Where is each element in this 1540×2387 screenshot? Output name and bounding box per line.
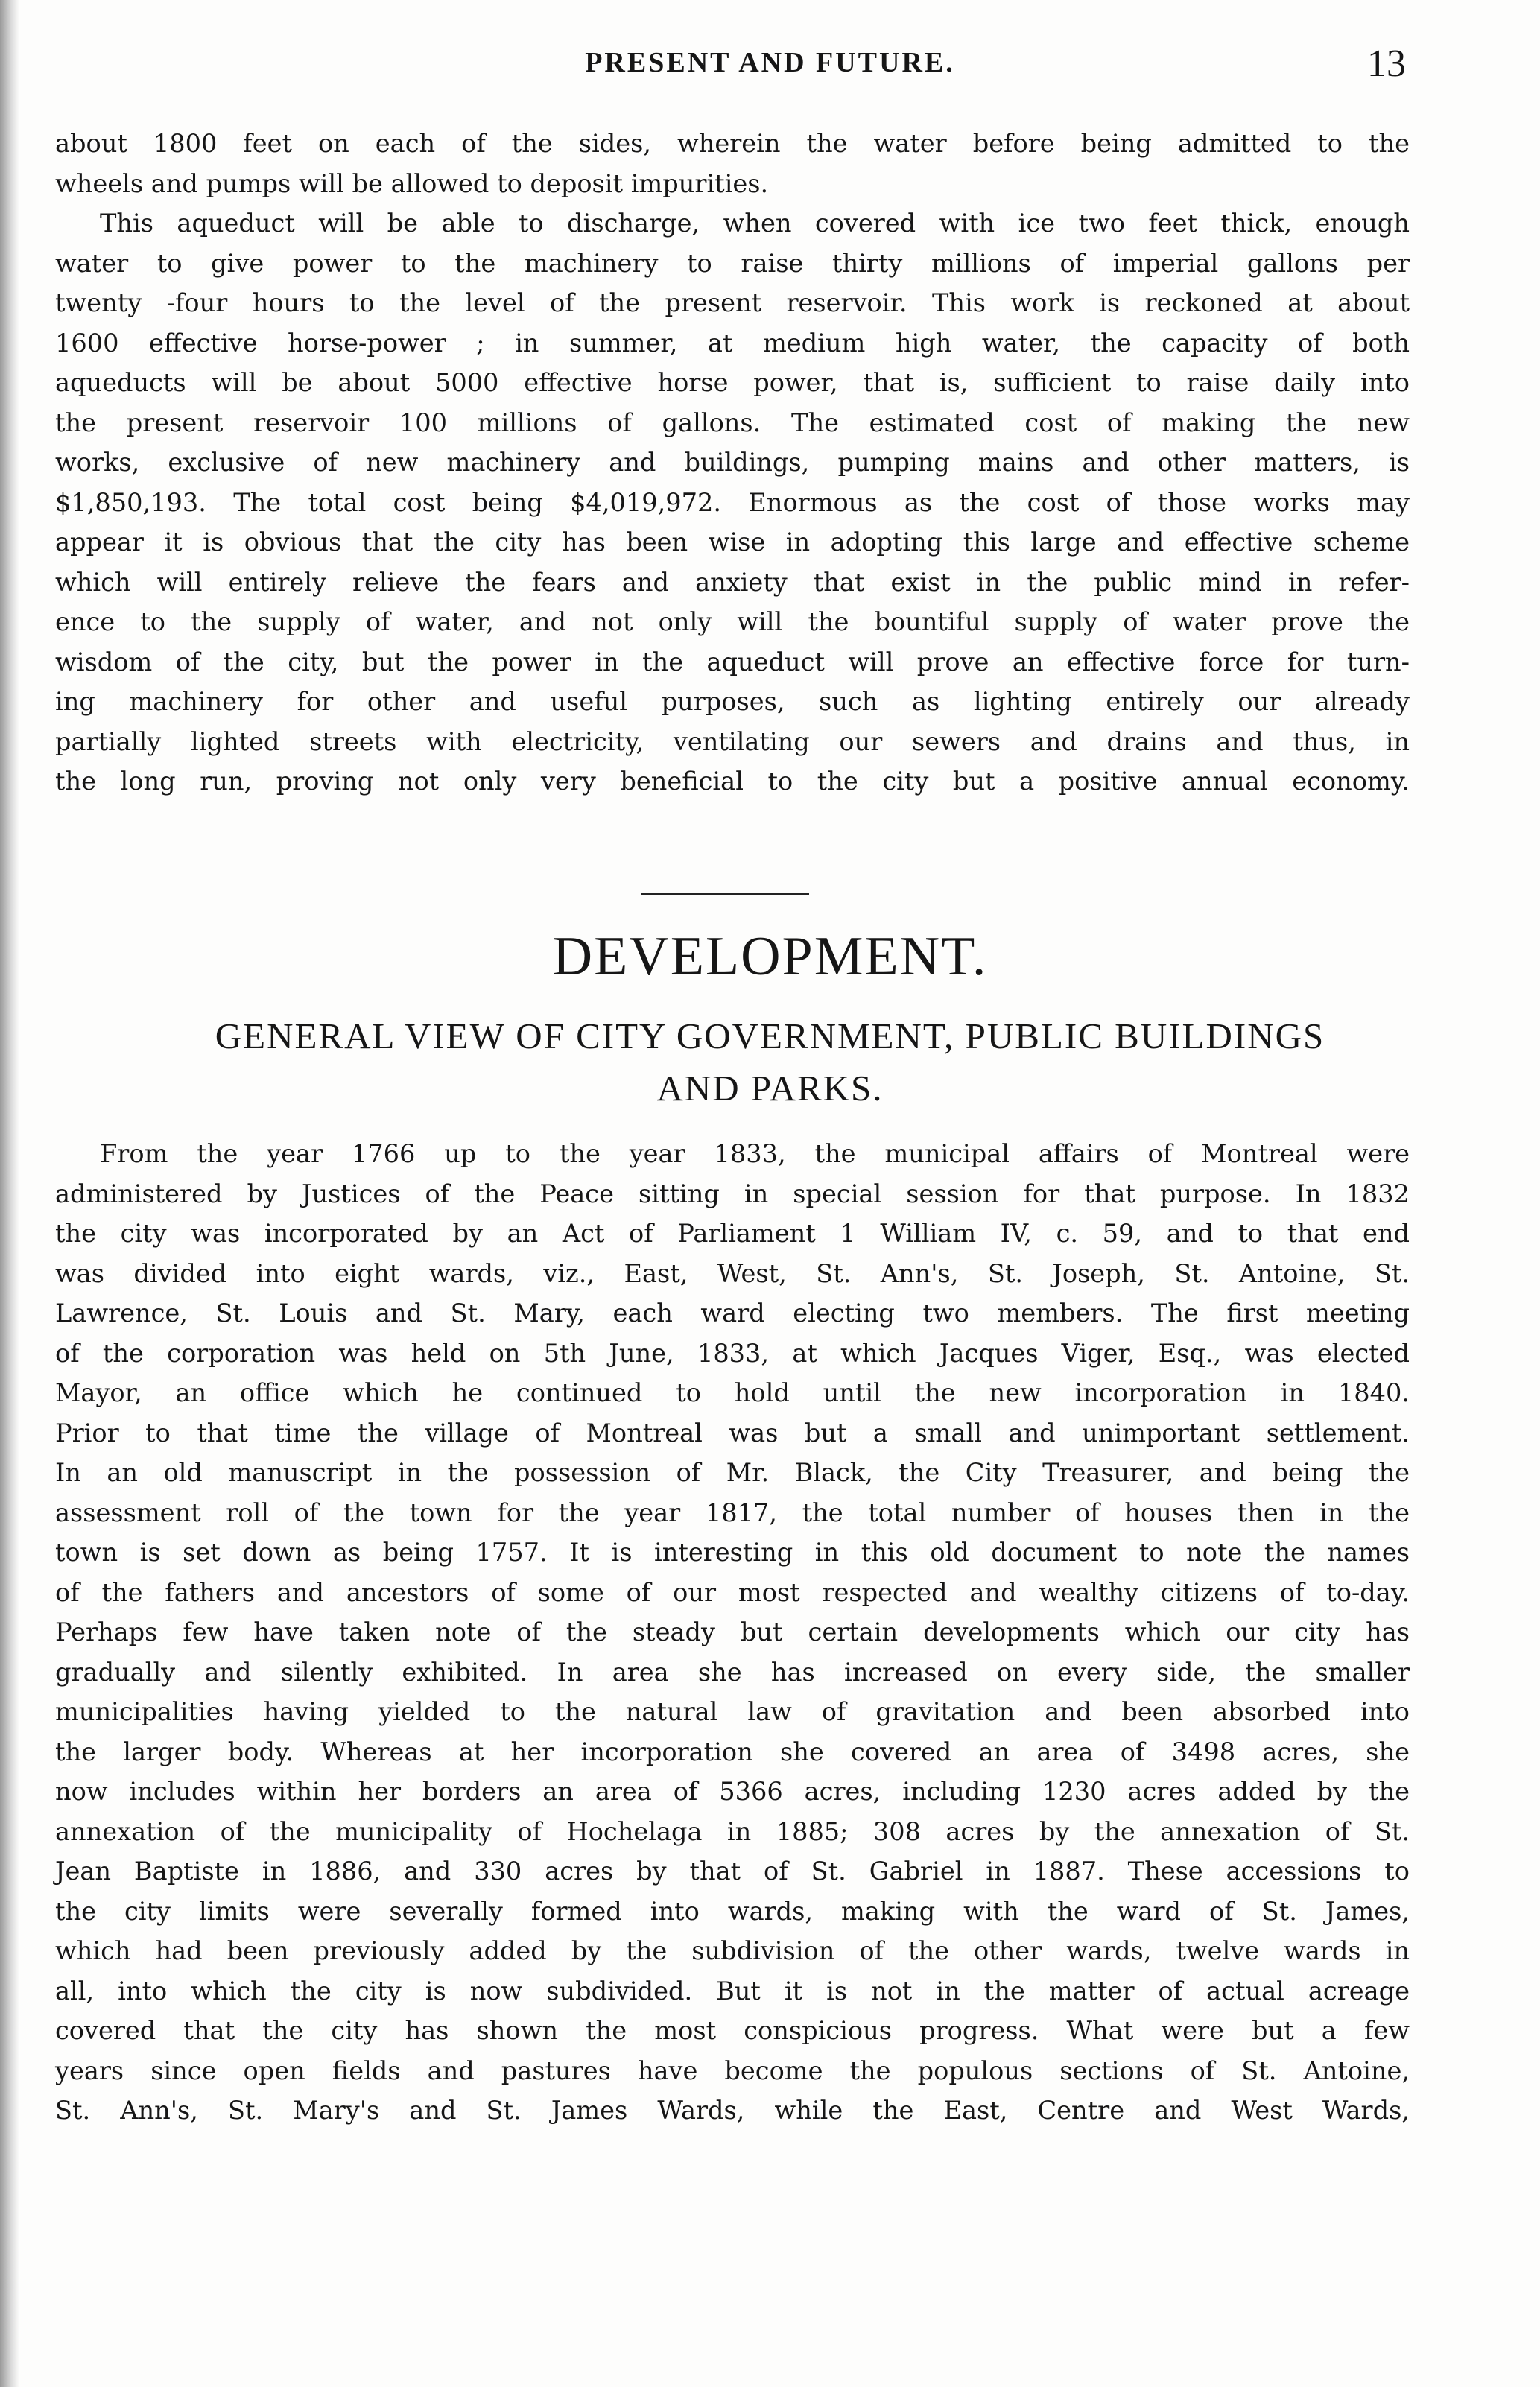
text-line: wheels and pumps will be allowed to deposit impurities. (55, 168, 769, 198)
text-line: twenty -four hours to the level of the present reservoir. This work is reckoned at about (55, 288, 1410, 317)
section-divider (641, 893, 809, 895)
text-line: which will entirely relieve the fears and anxiety that exist in the public mind in refer- (55, 567, 1410, 597)
text-line: the long run, proving not only very beneficial to the city but a positive annual economy. (55, 767, 1410, 796)
text-line: Prior to that time the village of Montreal was but a small and unimportant settlement. (55, 1418, 1410, 1448)
text-line: $1,850,193. The total cost being $4,019,972. Enormous as the cost of those works may (55, 487, 1410, 517)
text-line: St. Ann's, St. Mary's and St. James Wards, while the East, Centre and West Wards, (55, 2096, 1410, 2125)
text-line: the city was incorporated by an Act of Parliament 1 William IV, c. 59, and to that end (55, 1219, 1410, 1248)
text-line: ing machinery for other and useful purposes, such as lighting entirely our already (55, 687, 1410, 716)
text-line: about 1800 feet on each of the sides, wherein the water before being admitted to the (55, 129, 1410, 158)
section-subtitle (0, 1010, 1540, 1115)
text-line: 1600 effective horse-power ; in summer, at medium high water, the capacity of both (55, 328, 1410, 358)
text-line: all, into which the city is now subdivided. But it is not in the matter of actual acreage (55, 1976, 1410, 2006)
text-line: partially lighted streets with electricity, ventilating our sewers and drains and thus, in (55, 726, 1410, 756)
subtitle-line: GENERAL VIEW OF CITY GOVERNMENT, PUBLIC BUILDINGS (215, 1015, 1325, 1056)
text-line: Lawrence, St. Louis and St. Mary, each ward electing two members. The first meeting (55, 1299, 1410, 1328)
text-line: the present reservoir 100 millions of gallons. The estimated cost of making the new (55, 408, 1410, 437)
text-line: which had been previously added by the subdivision of the other wards, twelve wards in (55, 1936, 1410, 1965)
text-line: was divided into eight wards, viz., East, West, St. Ann's, St. Joseph, St. Antoine, St. (55, 1258, 1410, 1288)
text-line: wisdom of the city, but the power in the aqueduct will prove an effective force for turn- (55, 647, 1410, 676)
text-line: covered that the city has shown the most conspicious progress. What were but a few (55, 2016, 1410, 2045)
top-paragraphs (55, 124, 1410, 802)
text-line: This aqueduct will be able to discharge, when covered with ice two feet thick, enough (100, 209, 1410, 238)
text-line: aqueducts will be about 5000 effective horse power, that is, sufficient to raise daily into (55, 368, 1410, 397)
text-line: administered by Justices of the Peace sitting in special session for that purpose. In 1832 (55, 1179, 1410, 1208)
text-line: Mayor, an office which he continued to hold until the new incorporation in 1840. (55, 1378, 1410, 1407)
text-line: annexation of the municipality of Hochelaga in 1885; 308 acres by the annexation of St. (55, 1816, 1410, 1846)
text-line: works, exclusive of new machinery and buildings, pumping mains and other matters, is (55, 448, 1410, 477)
running-head (0, 42, 1540, 91)
text-line: town is set down as being 1757. It is interesting in this old document to note the names (55, 1538, 1410, 1567)
section-title: DEVELOPMENT. (552, 926, 988, 987)
binding-shadow (0, 0, 19, 2387)
development-paragraph (55, 1134, 1410, 2131)
text-line: of the fathers and ancestors of some of our most respected and wealthy citizens of to-day. (55, 1577, 1410, 1607)
subtitle-line: AND PARKS. (656, 1068, 884, 1109)
text-line: municipalities having yielded to the natural law of gravitation and been absorbed into (55, 1697, 1410, 1726)
text-line: of the corporation was held on 5th June, 1833, at which Jacques Viger, Esq., was elected (55, 1338, 1410, 1368)
text-line: Jean Baptiste in 1886, and 330 acres by that of St. Gabriel in 1887. These accessions to (55, 1857, 1410, 1886)
text-line: appear it is obvious that the city has been wise in adopting this large and effective scheme (55, 527, 1410, 557)
page-number: 13 (1367, 42, 1406, 85)
running-title: PRESENT AND FUTURE. (585, 47, 955, 78)
text-line: From the year 1766 up to the year 1833, the municipal affairs of Montreal were (100, 1139, 1410, 1168)
text-line: assessment roll of the town for the year 1817, the total number of houses then in the (55, 1497, 1410, 1527)
text-line: the larger body. Whereas at her incorporation she covered an area of 3498 acres, she (55, 1737, 1410, 1766)
text-line: the city limits were severally formed into wards, making with the ward of St. James, (55, 1896, 1410, 1926)
text-line: ence to the supply of water, and not only will the bountiful supply of water prove the (55, 607, 1410, 636)
text-line: now includes within her borders an area of 5366 acres, including 1230 acres added by the (55, 1777, 1410, 1806)
text-line: gradually and silently exhibited. In area she has increased on every side, the smaller (55, 1657, 1410, 1687)
text-line: In an old manuscript in the possession of Mr. Black, the City Treasurer, and being the (55, 1458, 1410, 1487)
text-line: years since open fields and pastures have become the populous sections of St. Antoine, (55, 2055, 1410, 2085)
text-line: water to give power to the machinery to raise thirty millions of imperial gallons per (55, 248, 1410, 278)
text-line: Perhaps few have taken note of the steady but certain developments which our city has (55, 1617, 1410, 1646)
